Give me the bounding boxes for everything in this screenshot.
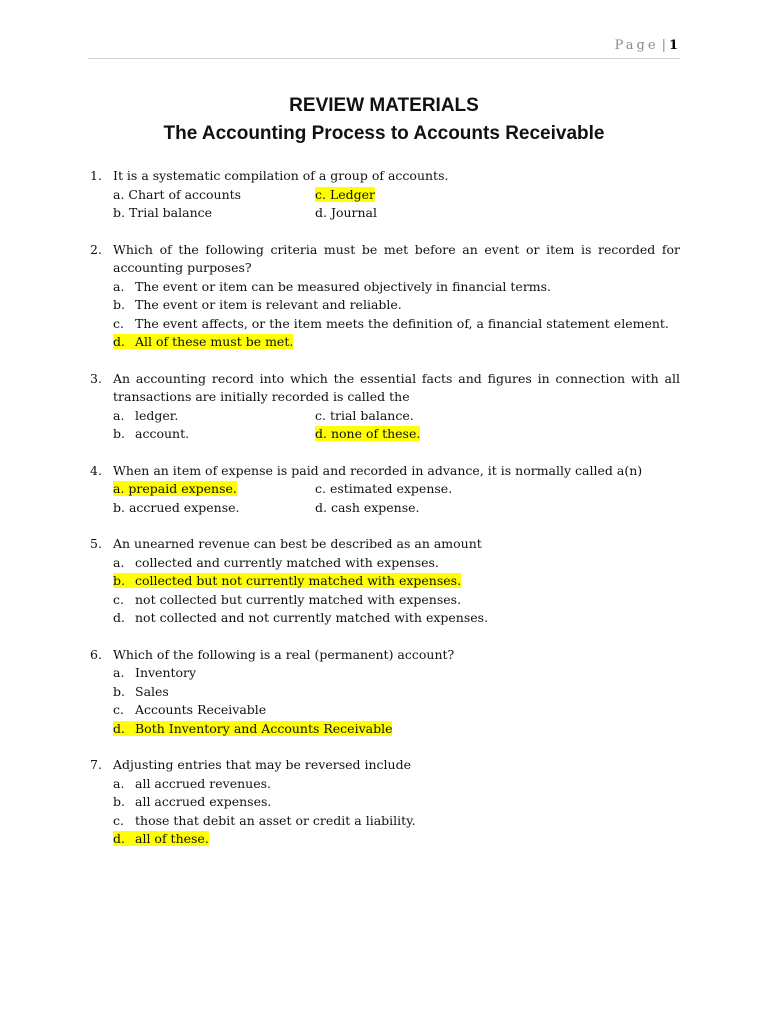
page-number-value: 1 bbox=[668, 38, 678, 53]
question-number: 1. bbox=[90, 168, 102, 183]
choice-b: b. Trial balance bbox=[113, 205, 213, 220]
choice-a: a. Inventory bbox=[113, 665, 197, 680]
choice-c-answer: c. Ledger bbox=[315, 186, 376, 202]
choice-d-answer: d. Both Inventory and Accounts Receivable bbox=[113, 720, 393, 736]
page-separator: | bbox=[661, 38, 666, 53]
choice-d-answer: d. none of these. bbox=[315, 426, 421, 441]
choice-d: d. cash expense. bbox=[315, 499, 420, 515]
choice-b: b. all accrued expenses. bbox=[113, 794, 272, 809]
question-3 bbox=[88, 370, 680, 444]
choice-b: b. account. bbox=[113, 426, 190, 441]
question-6 bbox=[88, 646, 680, 739]
question-number: 7. bbox=[90, 757, 102, 772]
question-text: It is a systematic compilation of a group of accounts. bbox=[113, 168, 449, 183]
question-text: Which of the following is a real (permanent) account? bbox=[113, 646, 455, 662]
choice-c: c. The event affects, or the item meets the definition of, a financial statement element. bbox=[113, 315, 669, 331]
choices-grid bbox=[113, 186, 680, 223]
page-label: Page bbox=[614, 38, 659, 53]
question-4 bbox=[88, 462, 680, 518]
choice-a: a. The event or item can be measured objectively in financial terms. bbox=[113, 278, 552, 294]
question-number: 6. bbox=[90, 646, 102, 662]
choice-c: c. Accounts Receivable bbox=[113, 702, 267, 717]
choice-a: a. ledger. bbox=[113, 407, 179, 423]
question-number: 3. bbox=[90, 370, 102, 386]
page-header bbox=[88, 36, 680, 59]
question-number: 2. bbox=[90, 241, 102, 257]
choice-a-answer: a. prepaid expense. bbox=[113, 481, 237, 496]
choices-grid bbox=[113, 407, 680, 444]
choice-d-answer: d. all of these. bbox=[113, 831, 209, 846]
document-title: REVIEW MATERIALS bbox=[289, 95, 479, 116]
question-1 bbox=[88, 167, 680, 223]
question-number: 4. bbox=[90, 462, 102, 478]
choice-c: c. trial balance. bbox=[315, 407, 414, 423]
question-text: An accounting record into which the essential facts and figures in connection with all transactions are initially recorded is called the bbox=[113, 370, 680, 404]
choice-b: b. accrued expense. bbox=[113, 499, 240, 515]
choice-b-answer: b. collected but not currently matched with expenses. bbox=[113, 573, 462, 588]
choice-d: d. not collected and not currently matched with expenses. bbox=[113, 610, 489, 625]
title-block bbox=[88, 92, 680, 148]
choice-b: b. The event or item is relevant and reliable. bbox=[113, 297, 402, 312]
choice-c: c. those that debit an asset or credit a liability. bbox=[113, 812, 416, 828]
choice-d-answer: d. All of these must be met. bbox=[113, 334, 294, 349]
choice-b: b. Sales bbox=[113, 683, 169, 699]
question-text: Which of the following criteria must be met before an event or item is recorded for accounting purposes? bbox=[113, 241, 680, 275]
question-number: 5. bbox=[90, 536, 102, 551]
choice-c: c. not collected but currently matched with expenses. bbox=[113, 591, 462, 607]
choice-d: d. Journal bbox=[315, 205, 378, 220]
choice-a: a. all accrued revenues. bbox=[113, 775, 271, 791]
choice-c: c. estimated expense. bbox=[315, 481, 453, 496]
question-2 bbox=[88, 241, 680, 352]
question-text: When an item of expense is paid and recorded in advance, it is normally called a(n) bbox=[113, 462, 643, 478]
choices-grid bbox=[113, 480, 680, 517]
document-subtitle: The Accounting Process to Accounts Receivable bbox=[163, 123, 605, 144]
question-text: An unearned revenue can best be described as an amount bbox=[113, 536, 482, 551]
question-5 bbox=[88, 535, 680, 628]
page-number bbox=[615, 38, 678, 53]
choice-a: a. collected and currently matched with expenses. bbox=[113, 554, 439, 570]
questions-list bbox=[88, 167, 680, 867]
choice-a: a. Chart of accounts bbox=[113, 186, 242, 202]
question-7 bbox=[88, 756, 680, 849]
question-text: Adjusting entries that may be reversed include bbox=[113, 757, 411, 772]
